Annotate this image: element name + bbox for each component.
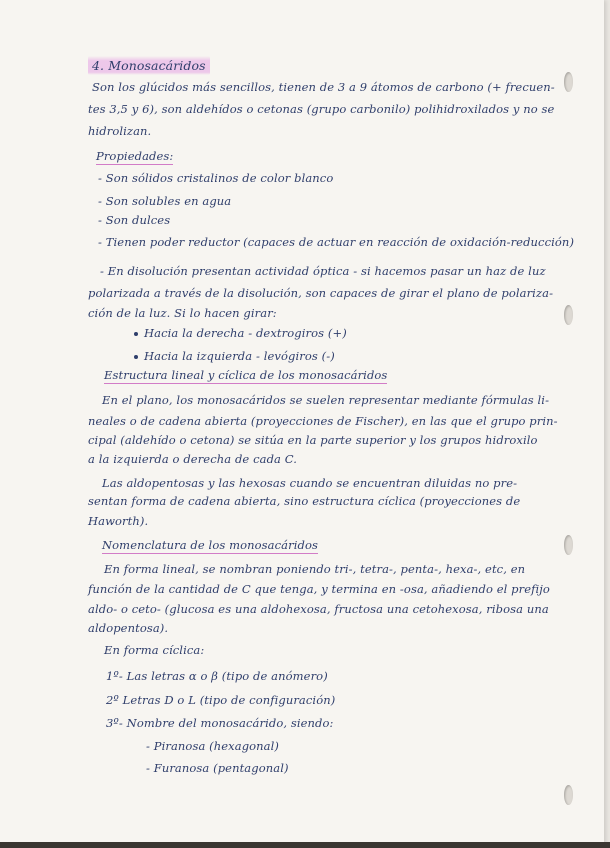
structure-para1-line: En el plano, los monosacáridos se suelen representar mediante fórmulas li- bbox=[102, 393, 550, 407]
structure-para2-line: Las aldopentosas y las hexosas cuando se encuentran diluidas no pre- bbox=[102, 476, 518, 490]
section-title bbox=[88, 60, 210, 73]
nomenclature-heading-text: Nomenclatura de los monosacáridos bbox=[102, 538, 318, 552]
intro-line-3: hidrolizan. bbox=[88, 124, 152, 138]
bullet-icon bbox=[134, 332, 138, 336]
structure-para1-line: cipal (aldehído o cetona) se sitúa en la parte superior y los grupos hidroxilo bbox=[88, 433, 538, 447]
optical-bullet bbox=[134, 328, 347, 340]
structure-para1-line: a la izquierda o derecha de cada C. bbox=[88, 452, 298, 466]
optical-line-1: - En disolución presentan actividad óptica - si hacemos pasar un haz de luz bbox=[100, 264, 546, 278]
nomenclature-heading bbox=[102, 540, 318, 552]
cyclic-step: 1º- Las letras α o β (tipo de anómero) bbox=[106, 669, 328, 683]
binder-hole bbox=[564, 535, 573, 555]
property-item: - Tienen poder reductor (capaces de actuar en reacción de oxidación-reducción) bbox=[98, 235, 575, 249]
property-item: - Son dulces bbox=[98, 213, 171, 227]
cyclic-sub: - Piranosa (hexagonal) bbox=[146, 739, 280, 753]
intro-line-2: tes 3,5 y 6), son aldehídos o cetonas (grupo carbonilo) polihidroxilados y no se bbox=[88, 102, 555, 116]
binder-hole bbox=[564, 72, 573, 92]
structure-para2-line: Haworth). bbox=[88, 514, 149, 528]
bullet-icon bbox=[134, 355, 138, 359]
bullet-text: Hacia la izquierda - levógiros (-) bbox=[144, 349, 335, 363]
properties-heading bbox=[96, 151, 173, 163]
structure-heading-text: Estructura lineal y cíclica de los monosacáridos bbox=[104, 368, 388, 382]
nomenclature-line: En forma lineal, se nombran poniendo tri-, tetra-, penta-, hexa-, etc, en bbox=[104, 562, 526, 576]
property-item: - Son sólidos cristalinos de color blanco bbox=[98, 171, 334, 185]
optical-line-2: polarizada a través de la disolución, son capaces de girar el plano de polariza- bbox=[88, 286, 554, 300]
optical-bullet bbox=[134, 351, 335, 363]
nomenclature-line: aldopentosa). bbox=[88, 621, 169, 635]
binder-hole bbox=[564, 305, 573, 325]
optical-line-3: ción de la luz. Si lo hacen girar: bbox=[88, 306, 277, 320]
bullet-text: Hacia la derecha - dextrogiros (+) bbox=[144, 326, 347, 340]
section-title-text: 4. Monosacáridos bbox=[88, 56, 210, 75]
intro-line-1: Son los glúcidos más sencillos, tienen de 3 a 9 átomos de carbono (+ frecuen- bbox=[92, 80, 555, 94]
page-bottom-edge bbox=[0, 842, 610, 848]
structure-para1-line: neales o de cadena abierta (proyecciones de Fischer), en las que el grupo prin- bbox=[88, 414, 558, 428]
structure-heading bbox=[104, 370, 387, 382]
cyclic-sub: - Furanosa (pentagonal) bbox=[146, 761, 289, 775]
cyclic-step: 3º- Nombre del monosacárido, siendo: bbox=[106, 716, 334, 730]
nomenclature-line: función de la cantidad de C que tenga, y termina en -osa, añadiendo el prefijo bbox=[88, 582, 550, 596]
binder-hole bbox=[564, 785, 573, 805]
properties-heading-text: Propiedades: bbox=[96, 149, 174, 163]
cyclic-heading: En forma cíclica: bbox=[104, 643, 205, 657]
nomenclature-line: aldo- o ceto- (glucosa es una aldohexosa, fructosa una cetohexosa, ribosa una bbox=[88, 602, 549, 616]
structure-para2-line: sentan forma de cadena abierta, sino estructura cíclica (proyecciones de bbox=[88, 494, 521, 508]
property-item: - Son solubles en agua bbox=[98, 194, 232, 208]
cyclic-step: 2º Letras D o L (tipo de configuración) bbox=[106, 693, 336, 707]
